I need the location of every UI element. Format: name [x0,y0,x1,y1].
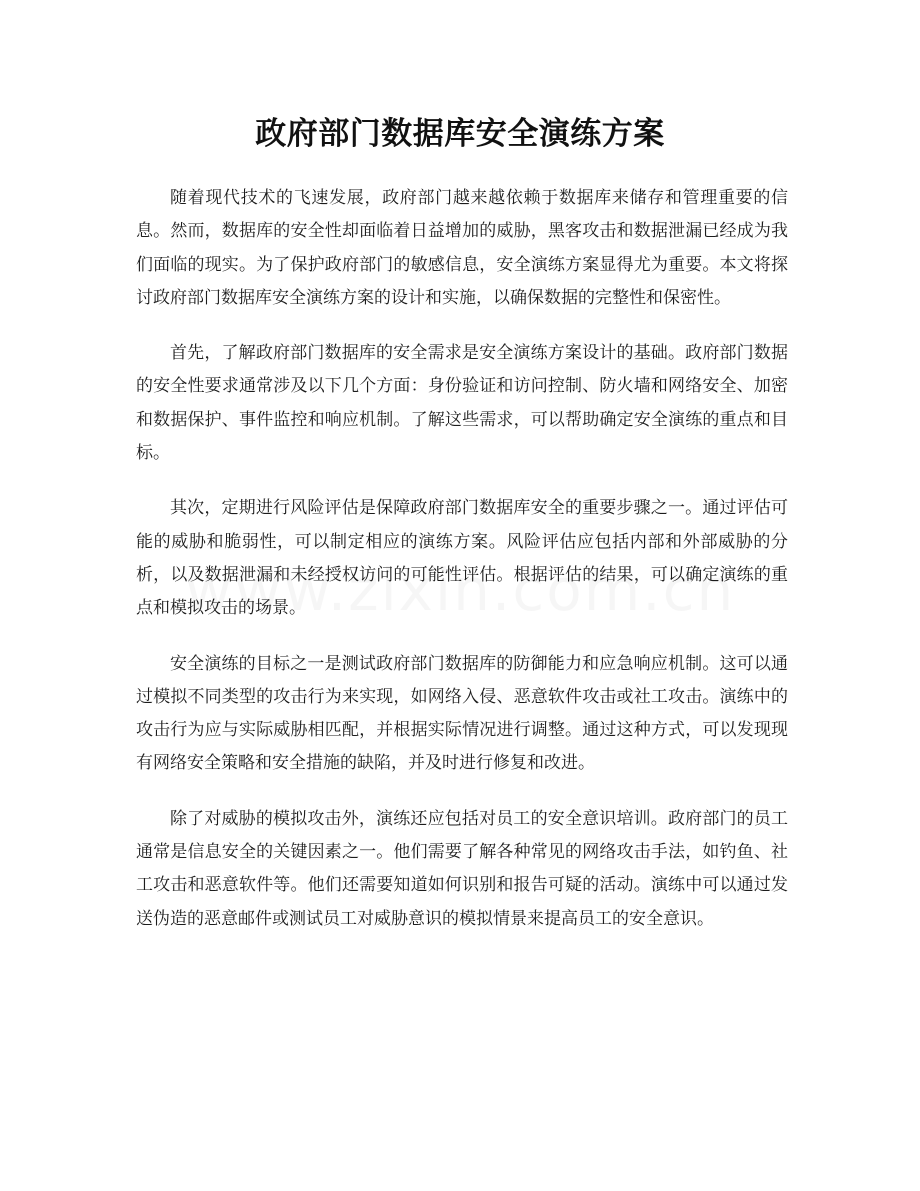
paragraph-awareness-training: 除了对威胁的模拟攻击外，演练还应包括对员工的安全意识培训。政府部门的员工通常是信息安全的关键因素之一。他们需要了解各种常见的网络攻击手法，如钓鱼、社工攻击和恶意软件等。他们还需要知道如何识别和报告可疑的活动。演练中可以通过发送伪造的恶意邮件或测试员工对威胁意识的模拟情景来提高员工的安全意识。 [136,808,788,929]
document-title: 政府部门数据库安全演练方案 [255,116,665,152]
document-body [136,182,788,958]
paragraph-drill-objectives: 安全演练的目标之一是测试政府部门数据库的防御能力和应急响应机制。这可以通过模拟不同类型的攻击行为来实现，如网络入侵、恶意软件攻击或社工攻击。演练中的攻击行为应与实际威胁相匹配，并根据实际情况进行调整。通过这种方式，可以发现现有网络安全策略和安全措施的缺陷，并及时进行修复和改进。 [136,653,788,774]
paragraph-intro: 随着现代技术的飞速发展，政府部门越来越依赖于数据库来储存和管理重要的信息。然而，数据库的安全性却面临着日益增加的威胁，黑客攻击和数据泄漏已经成为我们面临的现实。为了保护政府部门的敏感信息，安全演练方案显得尤为重要。本文将探讨政府部门数据库安全演练方案的设计和实施，以确保数据的完整性和保密性。 [136,188,788,308]
paragraph-security-requirements: 首先，了解政府部门数据库的安全需求是安全演练方案设计的基础。政府部门数据的安全性要求通常涉及以下几个方面：身份验证和访问控制、防火墙和网络安全、加密和数据保护、事件监控和响应机制。了解这些需求，可以帮助确定安全演练的重点和目标。 [136,343,788,464]
paragraph-risk-assessment: 其次，定期进行风险评估是保障政府部门数据库安全的重要步骤之一。通过评估可能的威胁和脆弱性，可以制定相应的演练方案。风险评估应包括内部和外部威胁的分析，以及数据泄漏和未经授权访问的可能性评估。根据评估的结果，可以确定演练的重点和模拟攻击的场景。 [136,498,788,619]
